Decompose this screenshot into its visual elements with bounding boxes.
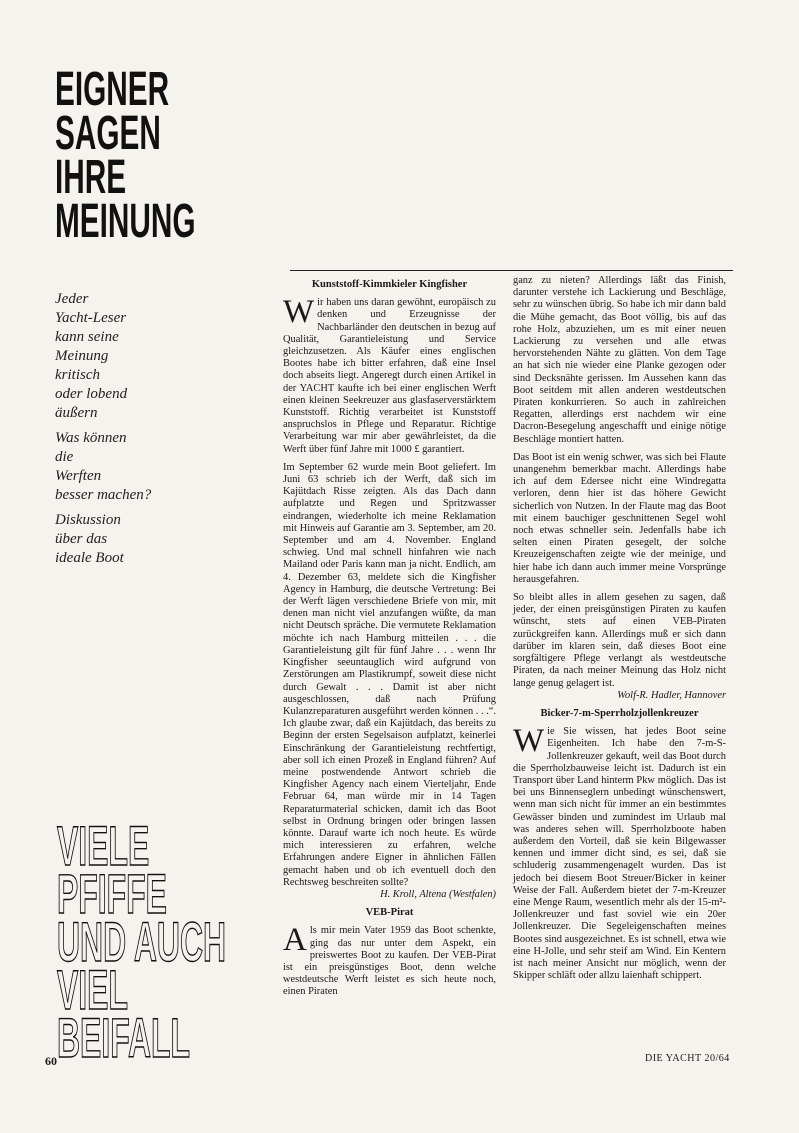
sidebar-intro bbox=[55, 290, 175, 574]
horizontal-rule bbox=[290, 270, 733, 271]
sidebar-line: Jeder bbox=[55, 291, 89, 307]
secondary-headline-line: UND AUCH bbox=[57, 910, 227, 973]
sidebar-line: ideale Boot bbox=[55, 550, 124, 566]
sidebar-line: oder lobend bbox=[55, 386, 128, 402]
headline-line: MEINUNG bbox=[55, 195, 196, 248]
headline-line: EIGNER bbox=[55, 63, 170, 116]
article-paragraph bbox=[283, 294, 496, 456]
sidebar-line: Was können bbox=[55, 430, 127, 446]
secondary-headline-line: VIELE bbox=[57, 814, 150, 877]
article-paragraph: Das Boot ist ein wenig schwer, was sich bei Flaute unangenehm bemerkbar macht. Allerdings habe ich auf dem Edersee nicht eine Windregatta verloren, denn hier ist das höhere Gewicht sicherlich von Nutzen. In der Flaute mag das Boot mit einem bauchiger geschnittenen Segel wohl noch etwas schneller sein. Jedenfalls habe ich selten einen Piraten gesegelt, der solche Kreuzeigenschaften zeigte wie der meinige, und hier habe ich dann auch immer meine Vorsprünge herausgefahren. bbox=[513, 451, 726, 585]
paragraph-text: ir haben uns daran gewöhnt, europäisch zu denken und Erzeugnisse der Nachbarländer den deutschen in bezug auf Qualität, Garantieleistung und Service gleichzusetzen. Als Käufer eines englischen Bootes habe ich bitter erfahren, daß eine Insel doch abseits liegt. Angeregt durch einen Artikel in der YACHT kaufte ich bei einer englischen Werft einen kleinen Seekreuzer aus glasfaserverstärktem Kunststoff. Richtig verarbeitet ist Kunststoff anspruchslos in Pflege und Reparatur. Richtige Verarbeitung war mir aber gewährleistet, da die Werft über fünf Jahre mit 1000 £ garantiert. bbox=[283, 297, 496, 455]
headline bbox=[55, 63, 196, 248]
sidebar-line: die bbox=[55, 449, 74, 465]
article-title: Bicker-7-m-Sperrholzjollenkreuzer bbox=[540, 707, 699, 719]
article-title: VEB-Pirat bbox=[365, 907, 414, 919]
text-column-right bbox=[513, 275, 726, 988]
paragraph-text: ie Sie wissen, hat jedes Boot seine Eigenheiten. Ich habe den 7-m-S-Jollenkreuzer gekauft, weil das Boot durch die Sperrholzbauweise leicht ist. Dadurch ist ein Transport über Land hinterm Pkw möglich. Das ist bei uns Binnenseglern unbedingt wünschenswert, wenn man sich nicht für immer an ein bestimmtes Gewässer binden und zumindest im Urlaub mal was anderes sehen will. Sperrholzboote haben außerdem den Vorteil, daß sie kein Bilgewasser kennen und immer dicht sind, es sei, daß sie schluderig zusammengenagelt wurden. Das ist jedoch bei diesem Boot Streuer/Bicker in keiner Weise der Fall. Außerdem bietet der 7-m-Kreuzer eine Menge Raum, wesentlich mehr als der 15-m²-Jollenkreuzer und fast soviel wie ein 20er Jollenkreuzer. Die Segeleigenschaften meines Bootes sind ausgezeichnet. Es ist schnell, etwa wie eine H-Jolle, und sehr steif am Wind. Ein Kentern ist nach meiner Ansicht nur möglich, wenn der Skipper schläft oder allzu laienhaft schippert. bbox=[513, 726, 726, 982]
sidebar-line: Werften bbox=[55, 468, 102, 484]
article-title: Kunststoff-Kimmkieler Kingfisher bbox=[311, 279, 468, 290]
sidebar-line: kann seine bbox=[55, 329, 119, 345]
article-paragraph bbox=[283, 922, 496, 998]
sidebar-lead-3 bbox=[55, 511, 175, 568]
headline-line: SAGEN bbox=[55, 107, 161, 160]
author-signature: Wolf-R. Hadler, Hannover bbox=[617, 689, 726, 701]
headline-line: IHRE bbox=[55, 151, 127, 204]
sidebar-line: Diskussion bbox=[55, 512, 121, 528]
sidebar-lead-1 bbox=[55, 290, 175, 423]
sidebar-line: über das bbox=[55, 531, 108, 547]
sidebar-line: Meinung bbox=[55, 348, 109, 364]
article-paragraph bbox=[513, 592, 726, 702]
article-paragraph bbox=[513, 723, 726, 982]
sidebar-lead-2 bbox=[55, 429, 175, 505]
article-paragraph: ganz zu nieten? Allerdings läßt das Finish, darunter verstehe ich Lackierung und Beschläge, sehr zu wünschen übrig. So habe ich mir dann bald die Mühe gemacht, das Boot völlig, bis auf das rohe Holz, abzuziehen, um es mit einer neuen Lackierung zu versehen und alle etwas hervorstehenden Nähte zu glätten. Von dem Tage an hat sich nie wieder eine Planke gezogen oder sind Decksnähte gerissen. Im Aussehen kann das Boot seitdem mit allen anderen westdeutschen Piraten konkurrieren. So auch in zahlreichen Regatten, allerdings erst nachdem wir eine Dacron-Besegelung angeschafft und einige nötige Beschläge montiert hatten. bbox=[513, 275, 726, 445]
secondary-headline bbox=[57, 814, 227, 1069]
secondary-headline-line: BEIFALL bbox=[57, 1006, 190, 1069]
sidebar-line: kritisch bbox=[55, 367, 100, 383]
drop-cap: W bbox=[283, 294, 315, 331]
author-signature: H. Kroll, Altena (Westfalen) bbox=[380, 888, 496, 900]
article-paragraph bbox=[283, 462, 496, 901]
drop-cap: A bbox=[283, 922, 307, 959]
text-column-left bbox=[283, 275, 496, 1005]
sidebar-line: äußern bbox=[55, 405, 98, 421]
secondary-headline-line: VIEL bbox=[57, 958, 128, 1021]
paragraph-text: Im September 62 wurde mein Boot geliefert. Im Juni 63 schrieb ich der Werft, daß sich im Kajütdach Risse zeigten. Als das Dach dann aufplatzte und Regen und Spritzwasser eindrangen, wiederholte ich meine Reklamation mit Hinweis auf Garantie am 3. September, am 20. September und am 4. November. England schwieg. Und mal schnell hinfahren wie nach Mailand oder Paris kann man ja nicht. Endlich, am 4. Dezember 63, meldete sich die Kingfisher Agency in Hamburg, die deutsche Vertretung: Bei der Werft lägen verschiedene Briefe von mir, mit denen man nicht viel anzufangen wüßte, da man nicht Deutsch spräche. Die vermutete Reklamation möchte ich nach Hamburg mitteilen . . . die Garantieleistung gilt für fünf Jahre . . . wenn Ihr Kingfisher seeuntauglich wird aufgrund von Zerstörungen am Plastikrumpf, soweit diese nicht durch Gewalt . . . Damit ist aber nicht ausgeschlossen, daß nach Prüfung Kulanzreparaturen ausgeführt werden können . . .“. Ich glaube zwar, daß ein Kajütdach, das bereits zu Beginn der ersten Segelsaison aufplatzt, keinerlei Einschränkung der Garantieleistung rechtfertigt, aber soll ich einen Prozeß in England führen? Auf meine postwendende Antwort schrieb die Kingfisher Agency nach einem Vierteljahr, Ende Februar 64, man würde mir in 14 Tagen Reparaturmaterial schicken, damit ich das Boot selbst in Ordnung bringen oder bringen lassen könnte. Darauf warte ich noch heute. Es würde mich interessieren zu erfahren, welche Erfahrungen andere Eigner in ähnlichen Fällen gemacht haben und ob ich eventuell doch den Rechtsweg beschreiten sollte? bbox=[283, 461, 496, 888]
magazine-footer: DIE YACHT 20/64 bbox=[645, 1053, 730, 1064]
sidebar-line: Yacht-Leser bbox=[55, 310, 127, 326]
secondary-headline-line: PFIFFE bbox=[57, 862, 167, 925]
sidebar-line: besser machen? bbox=[55, 487, 152, 503]
paragraph-text: ls mir mein Vater 1959 das Boot schenkte, ging das nur unter dem Aspekt, ein preiswertes Boot zu kaufen. Der VEB-Pirat ist ein preisgünstiges Boot, denn welche westdeutsche Werft leistet es sich heute noch, einen Piraten bbox=[283, 925, 496, 998]
page-number: 60 bbox=[45, 1054, 57, 1068]
drop-cap: W bbox=[513, 723, 545, 760]
paragraph-text: So bleibt alles in allem gesehen zu sagen, daß jeder, der einen preisgünstigen Piraten zu kaufen wünscht, stets auf einen VEB-Piraten zurückgreifen kann. Allerdings muß er sich dann darüber im klaren sein, daß dieses Boot eine sorgfältigere Pflege verlangt als westdeutsche Piraten, da nach meiner Meinung das Holz nicht lange genug gelagert ist. bbox=[513, 592, 726, 689]
